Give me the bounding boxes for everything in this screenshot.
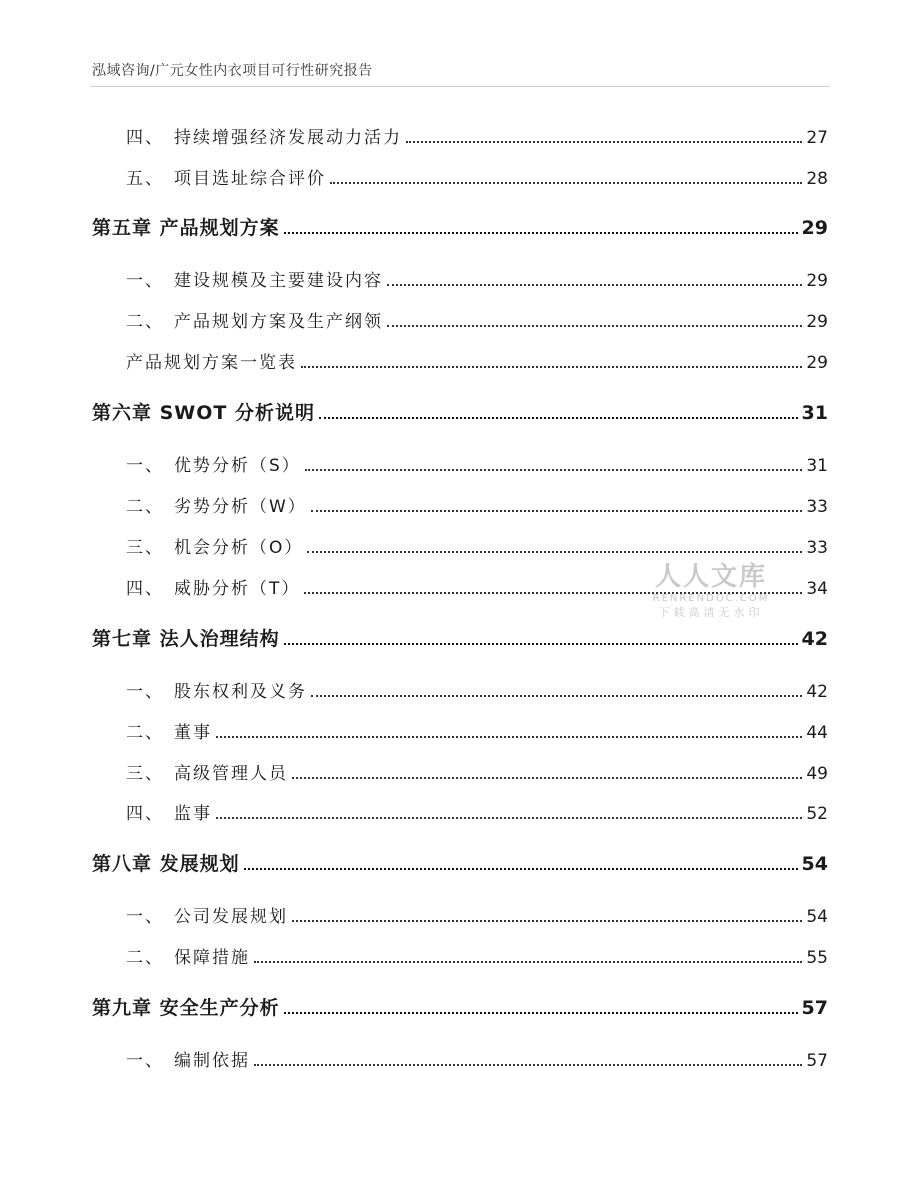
toc-entry-title: 第八章 发展规划 [92,853,240,875]
toc-chapter-entry[interactable] [92,993,828,1020]
toc-page-number: 31 [806,456,828,476]
toc-entry-title: 保障措施 [174,948,250,968]
toc-dot-leader [319,417,798,419]
page-header: 泓域咨询/广元女性内衣项目可行性研究报告 [92,63,373,79]
toc-entry-title: 第五章 产品规划方案 [92,217,280,239]
toc-entry-number: 一、 [126,456,164,476]
toc-dot-leader [305,469,803,471]
toc-entry-number: 四、 [126,579,164,599]
toc-entry-number: 二、 [126,497,164,517]
toc-entry-title: 产品规划方案及生产纲领 [174,312,383,332]
toc-dot-leader [311,510,803,512]
toc-page-number: 54 [801,853,828,875]
toc-entry-number: 二、 [126,723,164,743]
toc-entry-title: 持续增强经济发展动力活力 [174,128,402,148]
toc-section-entry[interactable] [92,943,828,968]
toc-entry-title: 建设规模及主要建设内容 [174,271,383,291]
toc-entry-title: 监事 [174,804,212,824]
toc-section-entry[interactable] [92,164,828,189]
toc-dot-leader [284,643,798,645]
toc-page-number: 42 [806,682,828,702]
watermark [646,562,776,620]
toc-page-number: 33 [806,538,828,558]
toc-dot-leader [292,920,802,922]
toc-page-number: 44 [806,723,828,743]
toc-dot-leader [292,777,802,779]
toc-dot-leader [254,1064,802,1066]
toc-dot-leader [254,961,802,963]
toc-page-number: 28 [806,169,828,189]
toc-page-number: 55 [806,948,828,968]
toc-entry-title: 董事 [174,723,212,743]
toc-section-entry[interactable] [92,307,828,332]
toc-chapter-entry[interactable] [92,398,828,425]
toc-section-entry[interactable] [92,123,828,148]
toc-page-number: 29 [806,353,828,373]
header-divider [90,86,830,87]
toc-chapter-entry[interactable] [92,849,828,876]
toc-entry-number: 一、 [126,907,164,927]
toc-entry-title: 威胁分析（T） [174,579,301,599]
toc-entry-title: 第六章 SWOT 分析说明 [92,402,315,424]
toc-page-number: 49 [806,764,828,784]
toc-page-number: 57 [806,1051,828,1071]
toc-entry-title: 产品规划方案一览表 [126,353,297,373]
toc-page-number: 52 [806,804,828,824]
toc-page-number: 33 [806,497,828,517]
toc-section-entry[interactable] [92,492,828,517]
toc-section-entry[interactable] [92,902,828,927]
toc-section-entry[interactable] [92,718,828,743]
toc-entry-title: 第七章 法人治理结构 [92,628,280,650]
toc-page-number: 29 [801,217,828,239]
toc-dot-leader [216,817,802,819]
toc-section-entry[interactable] [92,451,828,476]
toc-dot-leader [330,182,802,184]
toc-entry-number: 四、 [126,128,164,148]
toc-section-entry[interactable] [92,799,828,824]
watermark-logo-text: 人人文库 [654,562,767,592]
toc-entry-title: 股东权利及义务 [174,682,307,702]
watermark-subtitle: 下载高清无水印 [658,606,764,619]
toc-section-entry[interactable] [92,677,828,702]
watermark-domain: RENRENDOC.COM [652,593,770,604]
toc-page-number: 54 [806,907,828,927]
toc-page-number: 34 [806,579,828,599]
toc-dot-leader [301,366,802,368]
toc-page-number: 31 [801,402,828,424]
toc-entry-number: 五、 [126,169,164,189]
toc-entry-title: 机会分析（O） [174,538,304,558]
toc-page-number: 42 [801,628,828,650]
toc-entry-number: 三、 [126,764,164,784]
toc-entry-number: 一、 [126,1051,164,1071]
toc-entry-number: 四、 [126,804,164,824]
toc-entry-title: 编制依据 [174,1051,250,1071]
toc-dot-leader [284,232,798,234]
toc-entry-title: 项目选址综合评价 [174,169,326,189]
toc-dot-leader [244,868,798,870]
toc-page-number: 29 [806,271,828,291]
toc-page-number: 27 [806,128,828,148]
toc-entry-title: 高级管理人员 [174,764,288,784]
toc-entry-number: 二、 [126,948,164,968]
toc-chapter-entry[interactable] [92,624,828,651]
toc-section-entry[interactable] [92,1046,828,1071]
toc-entry-title: 劣势分析（W） [174,497,307,517]
toc-dot-leader [311,695,802,697]
toc-dot-leader [406,141,802,143]
toc-dot-leader [387,284,802,286]
toc-dot-leader [307,551,802,553]
toc-page-number: 29 [806,312,828,332]
toc-dot-leader [216,736,802,738]
toc-entry-title: 优势分析（S） [174,456,301,476]
toc-chapter-entry[interactable] [92,213,828,240]
toc-entry-title: 第九章 安全生产分析 [92,997,280,1019]
toc-entry-title: 公司发展规划 [174,907,288,927]
toc-dot-leader [284,1012,798,1014]
toc-section-entry[interactable] [92,266,828,291]
toc-entry-number: 二、 [126,312,164,332]
toc-section-entry[interactable] [92,759,828,784]
toc-section-entry[interactable] [92,533,828,558]
toc-entry-number: 一、 [126,682,164,702]
toc-section-entry[interactable] [92,348,828,373]
toc-dot-leader [387,325,802,327]
toc-entry-number: 一、 [126,271,164,291]
toc-entry-number: 三、 [126,538,164,558]
toc-page-number: 57 [801,997,828,1019]
